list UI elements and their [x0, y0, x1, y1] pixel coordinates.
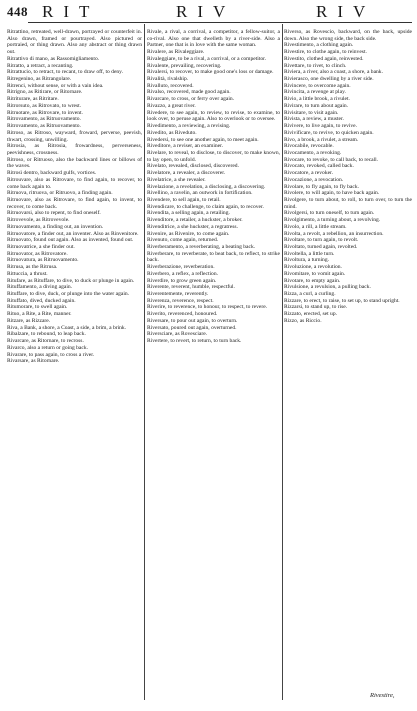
dictionary-entry: Riviera, a river, also a coast, a shore, a bank. — [284, 69, 383, 76]
dictionary-entry: Rivivificare, to revive, to quicken again. — [284, 129, 374, 136]
dictionary-entry: Ritruovare, also as Ritrovare, to find again, to invent, to recover, to come back. — [7, 196, 142, 210]
dictionary-entry: Riverberazione, reverberation. — [147, 264, 215, 271]
dictionary-entry: Rivalere, as Rivaleggiare. — [147, 49, 205, 56]
dictionary-entry: Ritrattivo di mano, as Rassomigliamento. — [7, 55, 100, 62]
dictionary-entry: Rivivere, to live again, to revive. — [284, 123, 358, 130]
dictionary-entry: Rivoltura, a turning. — [284, 257, 329, 264]
dictionary-entry: Rittuccia, a thrust. — [7, 270, 48, 277]
dictionary-entry: Ritrusa, as the Ritrusa. — [7, 264, 58, 271]
dictionary-entry: Rivoluzione, a revolution. — [284, 264, 342, 271]
dictionary-entry: Rivocazione, a revocation. — [284, 176, 344, 183]
running-head-middle: RIV — [176, 2, 236, 21]
dictionary-entry: Riverberamento, a reverberating, a beating back. — [147, 244, 256, 250]
dictionary-entry: Rivolta, a revolt, a rebellion, an insurrection. — [284, 230, 384, 237]
page-number: 448 — [7, 4, 28, 19]
dictionary-entry: Rivolgimento, a turning about, a revolving. — [284, 217, 381, 224]
dictionary-entry: Rivoltella, a little turn. — [284, 250, 335, 257]
dictionary-entry: Riverbero, a reflex, a reflection. — [147, 270, 218, 277]
dictionary-entry: Riveditore, a reviser, an examiner. — [147, 143, 224, 150]
dictionary-entry: Ritrouvare, also as Ritrovare, to find again, to recover, to come back again to. — [7, 176, 142, 190]
dictionary-entry: Rivalso, recovered, made good again. — [147, 89, 231, 96]
dictionary-entry: Ritregenino, as Ritrangolare. — [7, 76, 72, 83]
dictionary-entry: Ritzare, as Rizzare. — [7, 317, 51, 324]
dictionary-entry: Rivulsione, a revulsion, a pulling back. — [284, 284, 371, 291]
dictionary-entry: Riverso, as Rovescio, backward, on the back, upside down. Also the wrong side, the back side. — [284, 29, 412, 42]
dictionary-entry: Riverire, to reverence, to honour, to respect, to revere. — [147, 304, 268, 311]
dictionary-entry: Ritrosia, as Ritrosia, frowardness, perverseness, peevishness, crossness. — [7, 143, 142, 156]
dictionary-entry: Rivaleggiare, to be a rival, a corrival, or a competitor. — [147, 55, 267, 62]
dictionary-entry: Rituffare, to dive, duck, or plunge into the water again. — [7, 291, 130, 298]
dictionary-entry: Rivocatore, a revoker. — [284, 170, 333, 177]
dictionary-entry: Ritumorare, to swell again. — [7, 304, 68, 311]
dictionary-entry: Ritruovato, found out again. Also as invented, found out. — [7, 237, 134, 244]
dictionary-entry: Rivedito, as Riveduto. — [147, 129, 197, 136]
dictionary-entry: Rivirare, to turn about again. — [284, 102, 349, 109]
dictionary-entry: Riversare, to pour out again, to overturn. — [147, 317, 238, 324]
dictionary-entry: Rivedimento, a reviewing, a revising. — [147, 123, 231, 130]
dictionary-entry: Rivertere, to revert, to return, to turn back. — [147, 338, 242, 345]
dictionary-entry: Rivettare, to rivet, to clinch. — [284, 62, 347, 69]
dictionary-entry: Rivarcare, as Ritornare, to recross. — [7, 338, 84, 345]
dictionary-entry: Ritroso, or Ritruoso, also the backward lines or billows of the waves. — [7, 156, 142, 170]
dictionary-entry: Ritrosì dentro, backward gulfs, vortices. — [7, 170, 97, 177]
dictionary-entry: Rivincere, to overcome again. — [284, 82, 351, 89]
dictionary-entry: Rivarsare, as Ritornare. — [7, 358, 60, 365]
dictionary-entry: Rizza, a curl, a curling. — [284, 291, 336, 298]
dictionary-entry: Rivocato, revoked, called back. — [284, 163, 354, 170]
dictionary-entry: Ritruotare, as Ritrovare, to invent. — [7, 109, 83, 116]
dictionary-entry: Rivoltato, turned again, revolted. — [284, 244, 358, 250]
dictionary-entry: Riverberare, to reverberate, to beat back, to reflect, to strike back. — [147, 250, 280, 264]
dictionary-entry: Rivolgersi, to turn oneself, to turn again. — [284, 210, 375, 217]
dictionary-entry: Riverente, reverent, humble, respectful. — [147, 284, 235, 291]
dictionary-entry: Rivarare, to pass again, to cross a river. — [7, 351, 95, 358]
dictionary-entry: Rivolo, a rill, a little stream. — [284, 223, 347, 230]
dictionary-entry: Ritratto, a retract, a recanting. — [7, 62, 74, 69]
dictionary-entry: Rivoltare, to turn again, to revolt. — [284, 237, 359, 244]
dictionary-entry: Ritruovatrice, a she finder out. — [7, 244, 75, 250]
dictionary-entry: Rivisitare, to visit again. — [284, 109, 339, 116]
dictionary-entry: Rizzato, erected, set up. — [284, 311, 337, 318]
dictionary-entry: Rivarcare, to cross, or ferry over again. — [147, 96, 235, 103]
running-head-left: RIT — [42, 2, 100, 21]
dictionary-entry: Rivocamento, a revoking. — [284, 149, 342, 156]
dictionary-entry: Ritriturare, as Ritritare. — [7, 96, 59, 103]
dictionary-entry: Rivalità, rivalship. — [147, 76, 189, 83]
dictionary-entry: Rivolgere, to turn about, to roll, to turn over, to turn the mind. — [284, 196, 412, 210]
dictionary-entry: Rivolere, to will again, to have back again. — [284, 190, 380, 197]
dictionary-entry: Rivolare, to fly again, to fly back. — [284, 183, 360, 190]
dictionary-entry: Ritrenci, without sense, or with a vain idea. — [7, 82, 104, 89]
column-divider — [282, 24, 283, 700]
dictionary-entry: Rizzarsi, to stand up, to rise. — [284, 304, 348, 311]
dictionary-entry: Riva, a Bank, a shore, a Coast, a side, a brim, a brink. — [7, 324, 127, 331]
dictionary-entry: Rizzo, as Riccio. — [284, 317, 322, 324]
dictionary-entry: Rivenire, as Rivenire, to come again. — [147, 230, 230, 237]
dictionary-entry: Ritruovatura, as Ritruovamento. — [7, 257, 79, 264]
dictionary-entry: Ritrovamento, as Ritruovamento. — [7, 123, 81, 130]
page-header — [0, 0, 417, 24]
dictionary-entry: Riverenza, reverence, respect. — [147, 297, 214, 304]
dictionary-entry: Ritrovevole, as Ritrovevole. — [7, 217, 70, 224]
dictionary-entry: Rivenuto, come again, returned. — [147, 237, 219, 244]
dictionary-entry: Ritrattucio, to retract, to recant, to draw off, to deny. — [7, 69, 123, 76]
dictionary-entry: Rivio, a little brook, a rivulet. — [284, 96, 350, 103]
dictionary-entry: Ritrovamento, as Ritruovamento. — [7, 116, 81, 123]
dictionary-entry: Ritruovarsi, also to repent, to find oneself. — [7, 210, 101, 217]
running-head-right: RIV — [316, 2, 376, 21]
dictionary-entry: Riversciare, as Rovesciare. — [147, 331, 208, 338]
dictionary-entry: Rivalersi, to recover, to make good one's loss or damage. — [147, 69, 274, 76]
column-2 — [147, 29, 280, 699]
dictionary-entry: Rivierasco, one dwelling by a river side. — [284, 76, 374, 83]
dictionary-entry: Rivazzo, a great river. — [147, 102, 196, 109]
dictionary-entry: Rivestire, to clothe again, to reinvest. — [284, 49, 367, 56]
dictionary-entry: Ribalzare, to rebound, to leap back. — [7, 331, 86, 338]
dictionary-entry: Rivocabile, revocable. — [284, 143, 334, 150]
dictionary-entry: Rivotare, to empty again. — [284, 277, 341, 284]
column-divider — [144, 24, 145, 700]
dictionary-entry: Ritrigno, as Ritirare, or Ritornare. — [7, 89, 83, 96]
dictionary-entry: Rivendicare, to challenge, to claim again, to recover. — [147, 203, 264, 210]
dictionary-entry: Ritufare, as Rituffare, to dive, to duck or plunge in again. — [7, 277, 135, 284]
dictionary-entry: Rivalente, prevailing, recovering. — [147, 62, 222, 69]
column-3 — [284, 29, 412, 699]
dictionary-entry: Rituffato, dived, ducked again. — [7, 297, 76, 304]
dictionary-entry: Rivelazione, a revelation, a disclosing, a discovering. — [147, 183, 266, 190]
catchword: Rivestire, — [370, 692, 395, 699]
dictionary-entry: Rivelatrice, a she revealer. — [147, 176, 206, 183]
dictionary-entry: Rituffamento, a diving again. — [7, 284, 73, 291]
dictionary-entry: Rivendita, a selling again, a retailing. — [147, 210, 230, 217]
dictionary-entry: Ritruovatore, a finder out, an inventer. Also as Rinvenitore. — [7, 230, 139, 237]
dictionary-entry: Rivestimento, a clothing again. — [284, 42, 354, 49]
dictionary-entry: Ritruova, ritruova, or Ritruovo, a finding again. — [7, 190, 113, 197]
dictionary-entry: Rivenditrice, a she huckster, a regratress. — [147, 223, 238, 230]
dictionary-entry: Rivincita, a revenge at play. — [284, 89, 346, 96]
dictionary-entry: Rizzare, to erect, to raise, to set up, to stand upright. — [284, 297, 400, 304]
dictionary-entry: Rivocare, to revoke, to call back, to recall. — [284, 156, 379, 163]
dictionary-entry: Rivellino, a ravelin, an outwork in fortification. — [147, 190, 253, 197]
dictionary-entry: Rivelare, to reveal, to disclose, to discover, to make known, to lay open, to unfold. — [147, 149, 280, 163]
dictionary-entry: Rivarco, also a return or going back. — [7, 344, 89, 351]
column-1 — [7, 29, 142, 699]
dictionary-entry: Rituo, a Rite, a Rite, manner. — [7, 311, 72, 318]
dictionary-entry: Ritroso, as Ritroso, wayward, froward, perverse, peevish, thwart, crossing, unwilling. — [7, 129, 142, 143]
dictionary-entry: Ritrorsuto, as Ritrovato, to wrest. — [7, 102, 82, 109]
dictionary-entry: Rivo, a brook, a rivulet, a stream. — [284, 136, 359, 143]
dictionary-entry: Riverito, reverenced, honoured. — [147, 311, 218, 318]
dictionary-entry: Riversato, poured out again, overturned. — [147, 324, 237, 331]
header-rule — [28, 22, 412, 23]
dictionary-entry: Rivelato, revealed, disclosed, discovered. — [147, 163, 239, 170]
dictionary-entry: Ritruovator, as Ritrovatore. — [7, 250, 68, 257]
dictionary-entry: Riverentemente, reverently. — [147, 291, 209, 298]
dictionary-entry: Rivale, a rival, a corrival, a competitor, a fellow-suitor, a co-rival. Also one that dwelleth by a river-side. Also a Partner, one that is in love with the same woman. — [147, 29, 280, 49]
dictionary-entry: Rivista, a review, a muster. — [284, 116, 344, 123]
dictionary-entry: Rivedere, to see again, to review, to revise, to examine, to look over, to peruse again. Also to overlook or to oversee. — [147, 109, 280, 123]
dictionary-entry: Riverdire, to grow green again. — [147, 277, 217, 284]
dictionary-entry: Ritruovamento, a finding out, an invention. — [7, 223, 104, 230]
dictionary-entry: Rivedersi, to see one another again, to meet again. — [147, 136, 259, 143]
dictionary-entry: Rivalluto, recovered. — [147, 82, 194, 89]
dictionary-entry: Rivenditore, a retailer, a huckster, a broker. — [147, 217, 243, 224]
dictionary-entry: Rivomitare, to vomit again. — [284, 270, 346, 277]
dictionary-entry: Rivelatore, a revealer, a discoverer. — [147, 170, 226, 177]
dictionary-entry: Ritrattino, retreated, well-drawn, portrayed or counterfeit in. Also drawn, framed or pourtrayed. Also pictured or portraied, or thing drawn. Also any abstract or thing drawn out. — [7, 29, 142, 56]
dictionary-entry: Rivendere, to sell again, to retail. — [147, 196, 221, 203]
dictionary-entry: Rivestito, clothed again, reinvested. — [284, 55, 364, 62]
